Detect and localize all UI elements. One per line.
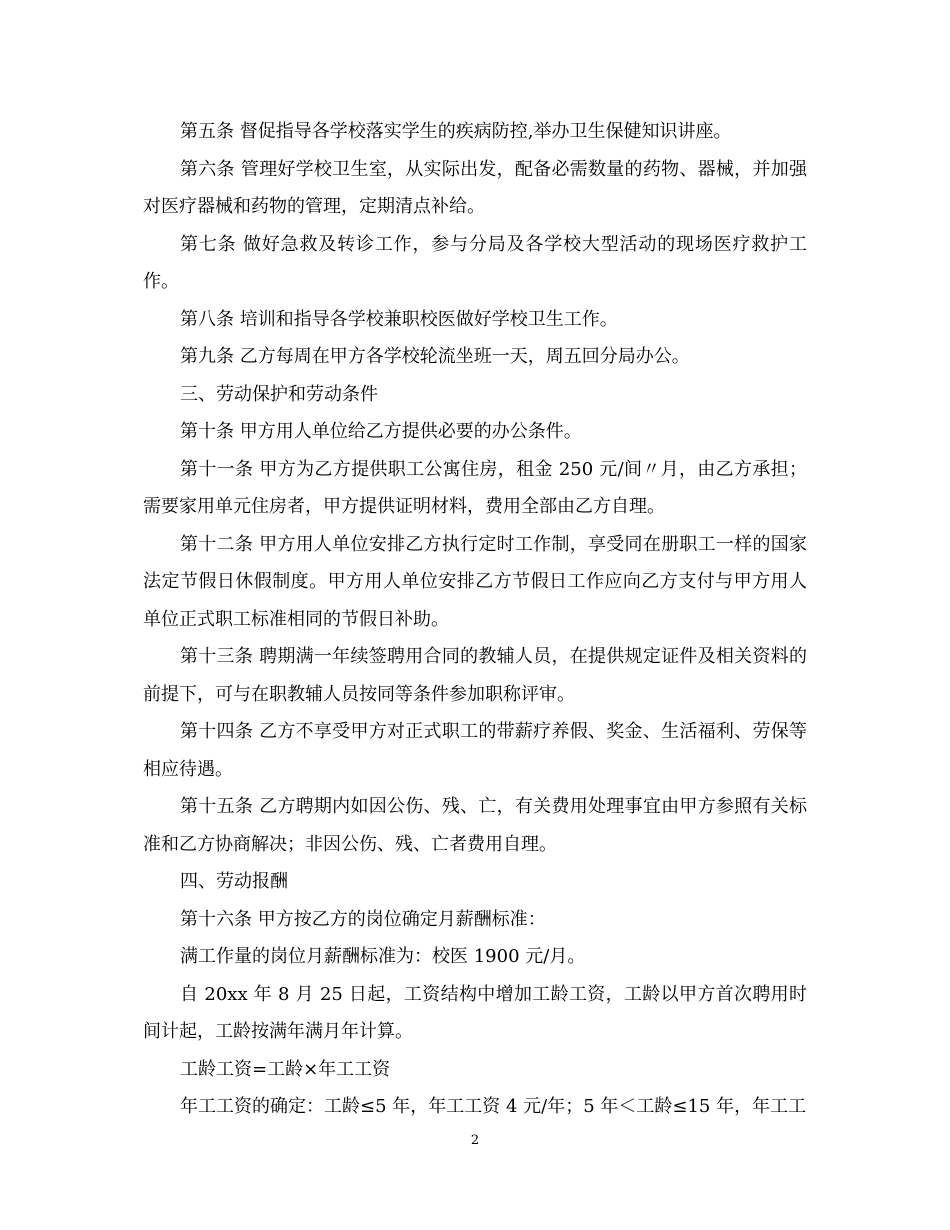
section-heading-labor-protection: 三、劳动保护和劳动条件: [180, 383, 378, 405]
paragraph-article-8: 第八条 培训和指导各学校兼职校医做好学校卫生工作。: [180, 308, 618, 330]
paragraph-article-14: 第十四条 乙方不享受甲方对正式职工的带薪疗养假、奖金、生活福利、劳保等相应待遇。: [143, 721, 807, 780]
paragraph-seniority-rate: 年工工资的确定：工龄≤5 年，年工工资 4 元/年；5 年＜工龄≤15 年，年工工: [180, 1096, 807, 1117]
document-body: [143, 113, 807, 1126]
paragraph-article-12: 第十二条 甲方用人单位安排乙方执行定时工作制，享受同在册职工一样的国家法定节假日休假制度。甲方用人单位安排乙方节假日工作应向乙方支付与甲方用人单位正式职工标准相同的节假日补助。: [143, 533, 807, 630]
paragraph-article-5: 第五条 督促指导各学校落实学生的疾病防控,举办卫生保健知识讲座。: [180, 121, 732, 142]
paragraph-article-10: 第十条 甲方用人单位给乙方提供必要的办公条件。: [180, 421, 582, 442]
paragraph-article-16: 第十六条 甲方按乙方的岗位确定月薪酬标准：: [180, 908, 546, 930]
paragraph-article-13: 第十三条 聘期满一年续签聘用合同的教辅人员，在提供规定证件及相关资料的前提下，可与在职教辅人员按同等条件参加职称评审。: [143, 646, 807, 705]
paragraph-article-6: 第六条 管理好学校卫生室，从实际出发，配备必需数量的药物、器械，并加强对医疗器械和药物的管理，定期清点补给。: [143, 158, 807, 217]
section-heading-remuneration: 四、劳动报酬: [180, 871, 288, 892]
paragraph-article-9: 第九条 乙方每周在甲方各学校轮流坐班一天，周五回分局办公。: [180, 346, 690, 367]
page-number: 2: [470, 1133, 480, 1148]
paragraph-salary-standard: 满工作量的岗位月薪酬标准为：校医 1900 元/月。: [180, 946, 586, 967]
paragraph-article-11: 第十一条 甲方为乙方提供职工公寓住房，租金 250 元/间〃月，由乙方承担；需要家用单元住房者，甲方提供证明材料，费用全部由乙方自理。: [143, 458, 807, 517]
paragraph-seniority-start: 自 20xx 年 8 月 25 日起，工资结构中增加工龄工资，工龄以甲方首次聘用时间计起，工龄按满年满月年计算。: [143, 983, 807, 1042]
paragraph-article-7: 第七条 做好急救及转诊工作，参与分局及各学校大型活动的现场医疗救护工作。: [143, 233, 807, 292]
paragraph-article-15: 第十五条 乙方聘期内如因公伤、残、亡，有关费用处理事宜由甲方参照有关标准和乙方协商解决；非因公伤、残、亡者费用自理。: [143, 796, 807, 855]
paragraph-seniority-formula: 工龄工资=工龄×年工工资: [180, 1058, 391, 1080]
